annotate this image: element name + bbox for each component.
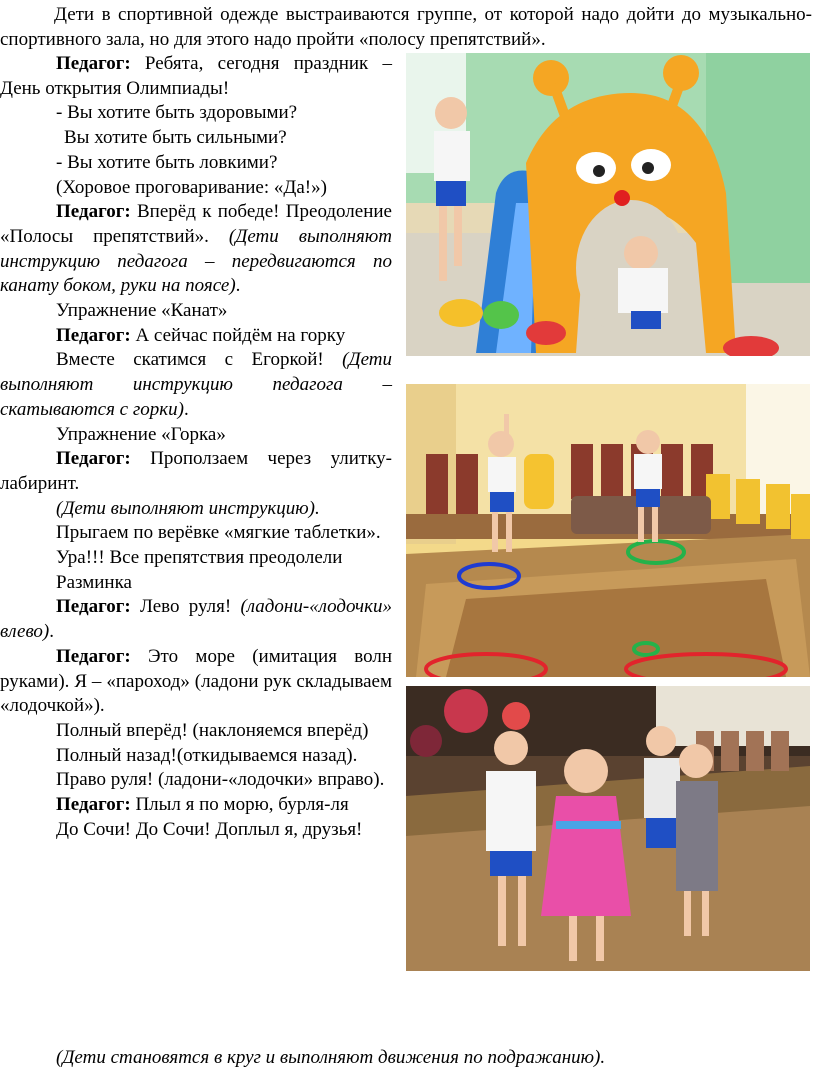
snail-tunnel-illustration [406, 53, 810, 356]
teacher-line-text: Ребята, сегодня праздник – День открытия Олимпиады! [0, 53, 392, 99]
line-jump: Прыгаем по верёвке «мягкие таблетки». [56, 522, 381, 544]
teacher-line-text: Вперёд к победе! Преодоление «Полосы препятствий». [0, 201, 392, 247]
teacher-label: Педагог: [56, 448, 131, 470]
line-question-1: - Вы хотите быть здоровыми? [56, 102, 298, 124]
line-teacher-2 [0, 200, 392, 299]
teacher-label: Педагог: [56, 596, 131, 618]
teacher-label: Педагог: [56, 324, 131, 346]
line-full-back: Полный назад!(откидываемся назад). [56, 744, 358, 766]
line-question-2: Вы хотите быть сильными? [64, 127, 287, 149]
line-instruction [0, 497, 392, 522]
instruction-italic: (Дети выполняют инструкцию педагога – скатываются с горки) [0, 349, 392, 420]
line-choral: (Хоровое проговаривание: «Да!») [56, 176, 327, 198]
line-warmup: Разминка [56, 571, 132, 593]
line-exercise-slide: Упражнение «Горка» [56, 423, 226, 445]
line-teacher-3 [0, 324, 392, 349]
teacher-label: Педагог: [56, 794, 131, 816]
teacher-label: Педагог: [56, 201, 131, 223]
children-warmup-photo [406, 686, 810, 971]
line-slide [0, 348, 392, 422]
teacher-line-text: Проползаем через улитку-лабиринт. [0, 448, 392, 494]
teacher-label: Педагог: [56, 645, 131, 667]
line-question-3: - Вы хотите быть ловкими? [56, 151, 278, 173]
slide-text: Вместе скатимся с Егоркой! [56, 349, 343, 371]
line-teacher-5 [0, 595, 392, 644]
line-right: Право руля! (ладони-«лодочки» вправо). [56, 769, 385, 791]
teacher-label: Педагог: [56, 53, 131, 74]
line-exercise-rope: Упражнение «Канат» [56, 300, 228, 322]
children-gym-hoops-photo [406, 384, 810, 677]
teacher-line-text: Это море (имитация волн руками). Я – «пароход» (ладони рук складываем «лодочкой»). [0, 645, 392, 717]
teacher-line-text: Лево руля! [130, 596, 241, 618]
line-sochi: До Сочи! До Сочи! Доплыл я, друзья! [56, 818, 363, 840]
line-hurray: Ура!!! Все препятствия преодолели [56, 547, 343, 569]
gym-hoops-illustration [406, 384, 810, 677]
final-instruction-text: (Дети становятся в круг и выполняют движения по подражанию). [56, 1047, 606, 1068]
warmup-illustration [406, 686, 810, 971]
line-teacher-6 [0, 645, 392, 719]
instruction-italic: (Дети выполняют инструкцию педагога – передвигаются по канату боком, руки на поясе) [0, 225, 392, 297]
teacher-line-text: А сейчас пойдём на горку [130, 324, 346, 346]
intro-paragraph [0, 2, 812, 52]
line-teacher-7 [0, 793, 392, 818]
period: . [235, 275, 241, 297]
teacher-line-text: Плыл я по морю, бурля-ля [130, 794, 349, 816]
line-full-forward: Полный вперёд! (наклоняемся вперёд) [56, 719, 369, 741]
instruction-italic: (ладони-«лодочки» влево) [0, 596, 392, 643]
period: . [184, 398, 189, 420]
line-teacher-4 [0, 447, 392, 496]
period: . [49, 621, 55, 643]
instruction-italic: (Дети выполняют инструкцию). [56, 497, 320, 519]
line-teacher-1 [0, 52, 392, 101]
script-column [0, 52, 392, 843]
children-snail-tunnel-photo [406, 53, 810, 356]
intro-text: Дети в спортивной одежде выстраиваются группе, от которой надо дойти до музыкально-спортивного зала, но для этого надо пройти «полосу препятствий». [0, 4, 812, 50]
final-instruction [56, 1046, 605, 1070]
